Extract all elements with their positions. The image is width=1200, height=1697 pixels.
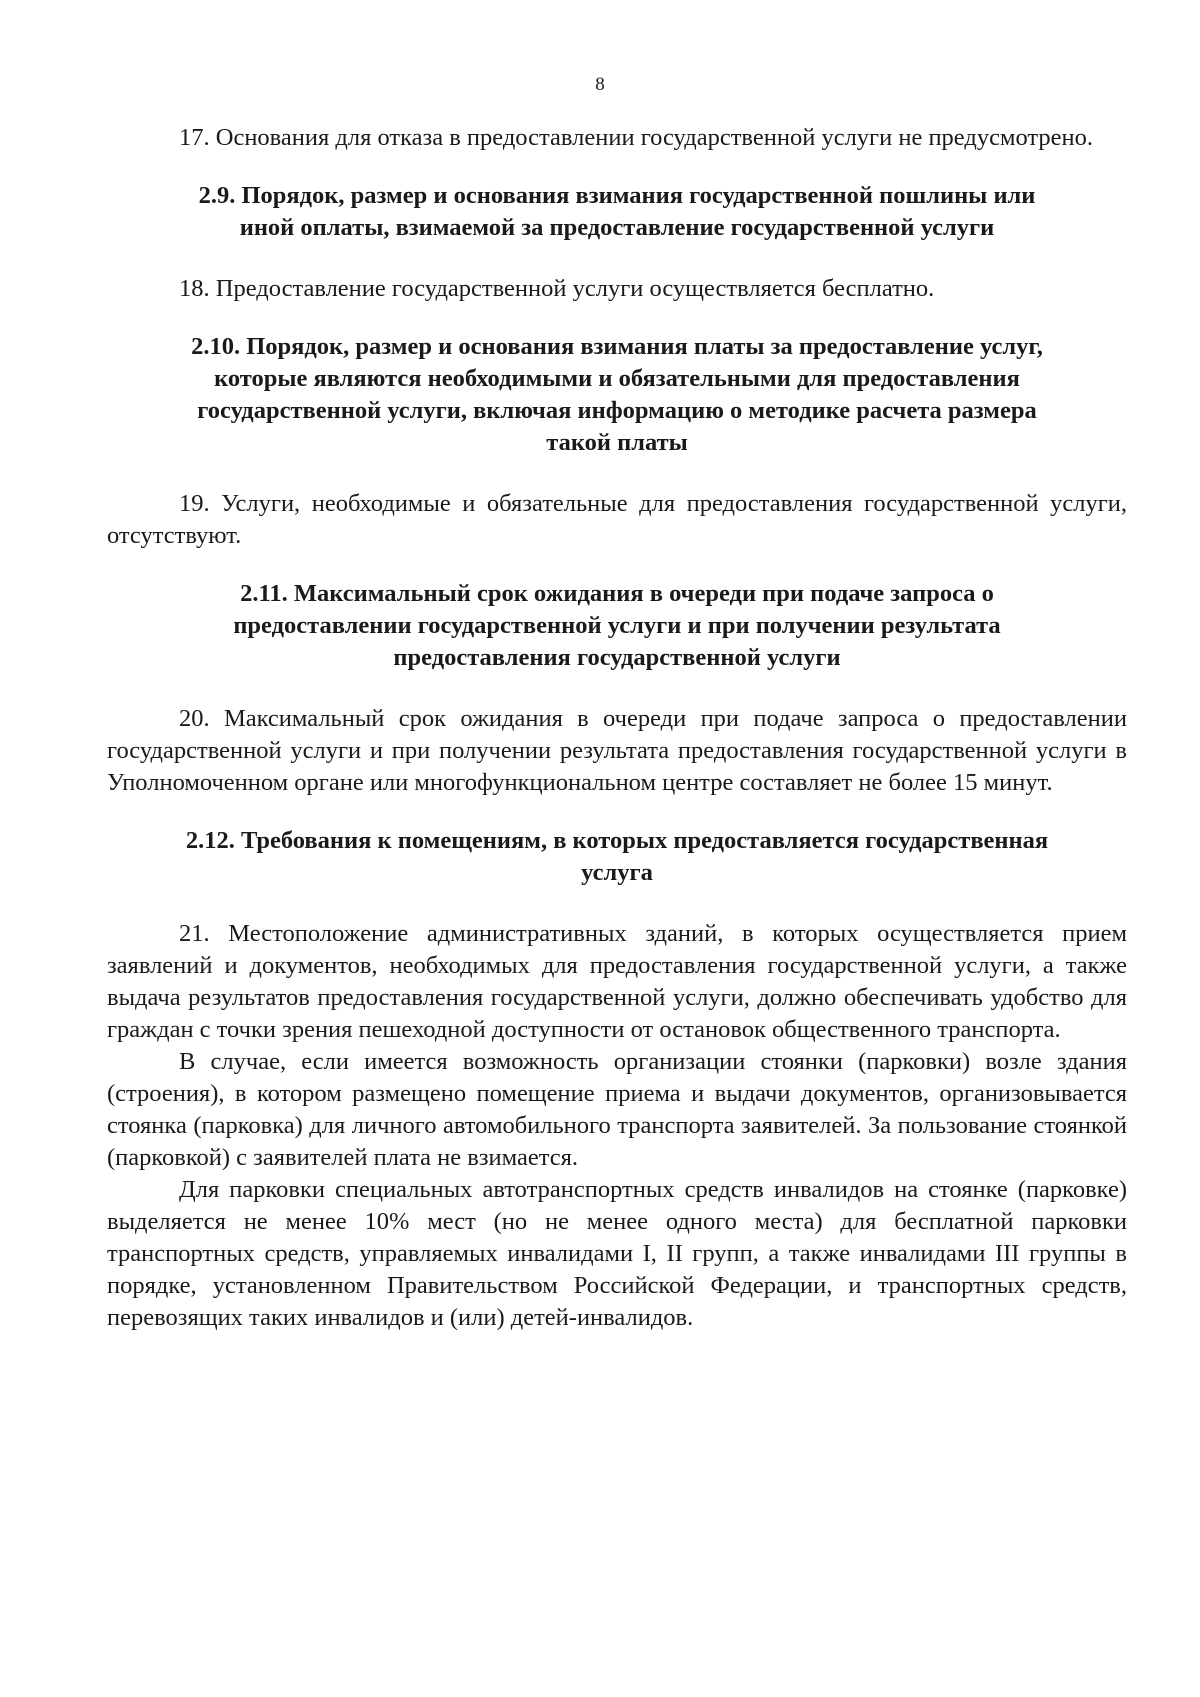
heading-line: услуга [581,859,653,886]
section-heading-2-12 [107,825,1127,889]
paragraph-disabled-parking: Для парковки специальных автотранспортных средств инвалидов на стоянке (парковке) выделяется не менее 10% мест (но не менее одного места) для бесплатной парковки транспортных средств, управляемых инвалидами I, II групп, а также инвалидами III группы в порядке, установленном Правительством Российской Федерации, и транспортных средств, перевозящих таких инвалидов и (или) детей-инвалидов. [107,1176,1127,1331]
heading-line: иной оплаты, взимаемой за предоставление государственной услуги [239,214,995,241]
heading-line: которые являются необходимыми и обязательными для предоставления [214,365,1020,392]
paragraph-21: 21. Местоположение административных зданий, в которых осуществляется прием заявлений и документов, необходимых для предоставления государственной услуги, а также выдача результатов предоставления государственной услуги, должно обеспечивать удобство для граждан с точки зрения пешеходной доступности от остановок общественного транспорта. [107,920,1127,1043]
section-heading-2-11 [107,578,1127,674]
section-heading-2-10 [107,331,1127,459]
heading-line: такой платы [546,429,688,456]
section-heading-2-9 [107,180,1127,244]
heading-line: государственной услуги, включая информацию о методике расчета размера [197,397,1037,424]
document-body [107,122,1127,1334]
heading-line: 2.10. Порядок, размер и основания взимания платы за предоставление услуг, [191,333,1043,360]
heading-line: предоставления государственной услуги [393,644,841,671]
heading-line: 2.12. Требования к помещениям, в которых предоставляется государственная [185,827,1049,854]
paragraph-20: 20. Максимальный срок ожидания в очереди при подаче запроса о предоставлении государственной услуги и при получении результата предоставления государственной услуги в Уполномоченном органе или многофункциональном центре составляет не более 15 минут. [107,705,1127,796]
heading-line: 2.9. Порядок, размер и основания взимания государственной пошлины или [198,182,1036,209]
heading-line: предоставлении государственной услуги и при получении результата [233,612,1001,639]
page-number: 8 [595,74,605,95]
paragraph-17: 17. Основания для отказа в предоставлении государственной услуги не предусмотрено. [179,124,1093,151]
heading-line: 2.11. Максимальный срок ожидания в очереди при подаче запроса о [240,580,994,607]
paragraph-parking: В случае, если имеется возможность организации стоянки (парковки) возле здания (строения), в котором размещено помещение приема и выдачи документов, организовывается стоянка (парковка) для личного автомобильного транспорта заявителей. За пользование стоянкой (парковкой) с заявителей плата не взимается. [107,1048,1127,1171]
paragraph-19: 19. Услуги, необходимые и обязательные для предоставления государственной услуги, отсутствуют. [107,490,1127,549]
paragraph-18: 18. Предоставление государственной услуги осуществляется бесплатно. [179,275,935,302]
